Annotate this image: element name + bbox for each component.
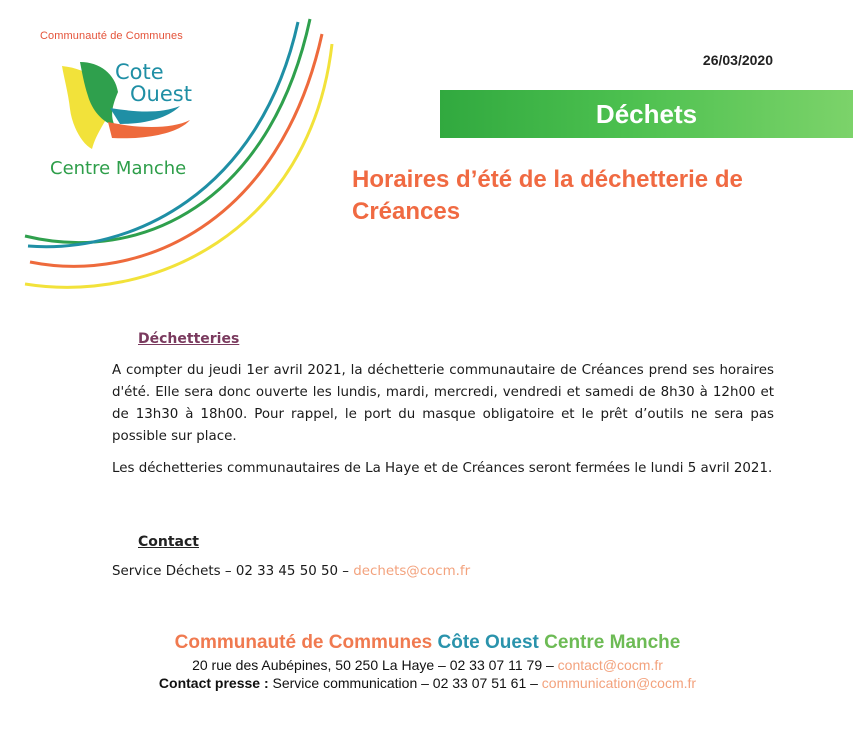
category-banner: [440, 90, 853, 138]
logo-stripe-teal: [110, 106, 180, 124]
footer-press-text: Service communication – 02 33 07 51 61 –: [268, 675, 542, 691]
page-title: Horaires d’été de la déchetterie de Créances: [352, 166, 743, 225]
contact-email-link[interactable]: dechets@cocm.fr: [353, 564, 471, 579]
banner-label: Déchets: [595, 98, 698, 129]
footer-org-name: [0, 632, 855, 654]
footer-address-line: [0, 657, 855, 673]
logo-curve-teal: [28, 22, 298, 247]
footer-press-label: Contact presse :: [158, 675, 269, 691]
footer-address: 20 rue des Aubépines, 50 250 La Haye – 02 33 07 11 79 –: [192, 657, 558, 673]
logo-cote-text: Cote: [115, 60, 164, 84]
footer-org-part2: Côte Ouest: [437, 632, 539, 653]
footer-org-part1: Communauté de Communes: [174, 632, 433, 653]
section-heading-contact: Contact: [138, 534, 199, 550]
document-date: 26/03/2020: [702, 52, 773, 68]
footer-contact-email-link[interactable]: contact@cocm.fr: [557, 657, 663, 673]
footer-press-email-link[interactable]: communication@cocm.fr: [541, 675, 697, 691]
footer-org-part3: Centre Manche: [544, 632, 681, 653]
logo-ouest-text: Ouest: [130, 82, 192, 106]
section-heading-dechetteries: Déchetteries: [138, 331, 240, 347]
contact-text: Service Déchets – 02 33 45 50 50 –: [112, 564, 354, 579]
paragraph-horaires: A compter du jeudi 1er avril 2021, la déchetterie communautaire de Créances prend ses horaires d'été. Elle sera donc ouverte les lundis, mardi, mercredi, vendredi et samedi de 8h30 à 12h00 et de 13h30 à 18h00. Pour rappel, le port du masque obligatoire et le prêt d’outils ne sera pas possible sur place.: [112, 363, 774, 444]
footer-press-line: [0, 675, 855, 691]
logo-centre-manche-text: Centre Manche: [50, 158, 187, 179]
paragraph-fermeture: Les déchetteries communautaires de La Haye et de Créances seront fermées le lundi 5 avril 2021.: [112, 461, 773, 476]
logo-org-label: Communauté de Communes: [40, 30, 183, 42]
contact-line: [112, 564, 470, 579]
